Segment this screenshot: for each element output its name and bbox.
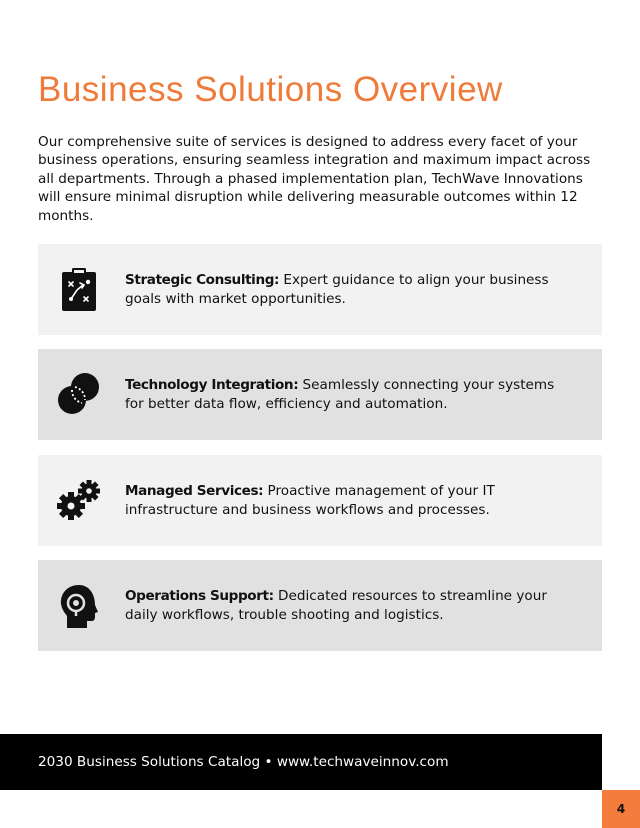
service-card-managed-services: [38, 455, 602, 546]
service-detail: Expert guidance to align your business goals with market opportunities.: [125, 271, 549, 307]
service-description: [125, 482, 575, 519]
head-support-icon: [56, 583, 102, 629]
service-name: Operations Support:: [125, 587, 274, 604]
service-name: Strategic Consulting:: [125, 271, 280, 288]
service-description: [125, 587, 575, 624]
gears-icon: [56, 478, 102, 524]
service-card-strategic-consulting: [38, 244, 602, 335]
page-number: 4: [616, 802, 626, 816]
service-detail: Proactive management of your IT infrastructure and business workflows and processes.: [125, 482, 495, 518]
service-name: Technology Integration:: [125, 376, 299, 393]
service-detail: Seamlessly connecting your systems for better data flow, efficiency and automation.: [125, 376, 555, 412]
service-name: Managed Services:: [125, 482, 264, 499]
overlapping-circles-icon: [56, 372, 102, 418]
footer-bar: [0, 734, 602, 790]
intro-paragraph: Our comprehensive suite of services is designed to address every facet of your business operations, ensuring seamless integration and maximum impact across all departments. Through a phased implementation plan, TechWave Innovations will ensure minimal disruption while delivering measurable outcomes within 12 months.: [38, 134, 591, 224]
service-card-technology-integration: [38, 349, 602, 440]
service-detail: Dedicated resources to streamline your daily workflows, trouble shooting and logistics.: [125, 587, 547, 623]
service-description: [125, 271, 575, 308]
page-number-badge: [602, 790, 640, 828]
footer-text: 2030 Business Solutions Catalog • www.techwaveinnov.com: [38, 754, 449, 770]
service-card-operations-support: [38, 560, 602, 651]
page-title: Business Solutions Overview: [38, 70, 503, 109]
service-description: [125, 376, 575, 413]
strategy-clipboard-icon: [56, 267, 102, 313]
